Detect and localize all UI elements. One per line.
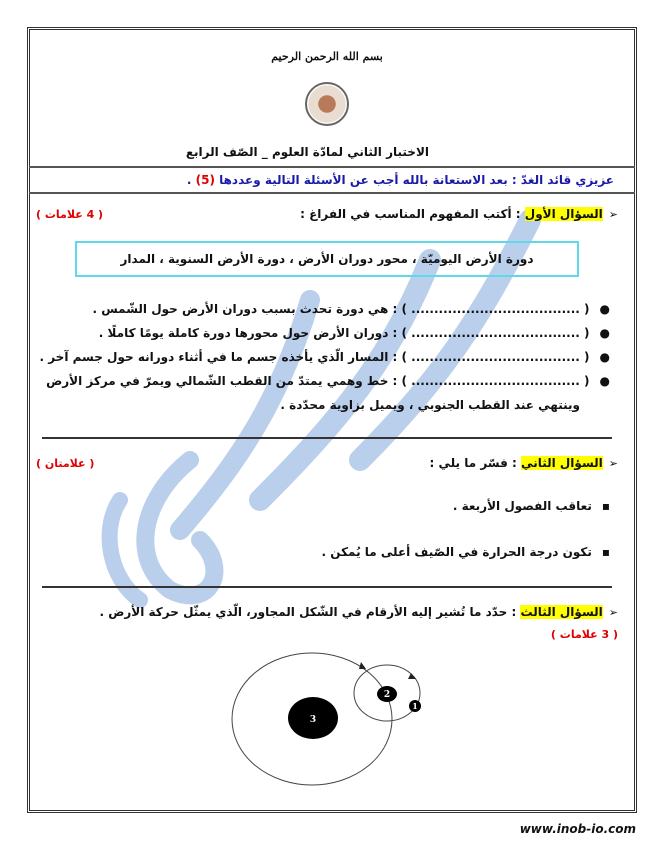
question-count: (5) [195, 173, 215, 187]
instruction-text: عزيزي قائد الغدّ : بعد الاستعانة بالله أجب عن الأسئلة التالية وعددها [219, 173, 614, 187]
question3-marks: ( 3 علامات ) [550, 628, 618, 641]
item-text: تعاقب الفصول الأربعة . [452, 499, 592, 513]
earth-motion-diagram [36, 647, 618, 789]
bullet-icon: ● [599, 350, 610, 364]
word-bank: دورة الأرض اليوميّة ، محور دوران الأرض ، دورة الأرض السنوية ، المدار [75, 241, 579, 277]
question1-items [36, 297, 618, 417]
question2-heading [36, 453, 618, 474]
arrow-bullet-icon: ➢ [608, 457, 618, 470]
label-1: 1 [412, 701, 418, 711]
question1-marks: ( 4 علامات ) [36, 208, 104, 221]
orbit-arrow-icon [359, 662, 366, 669]
label-3: 3 [309, 715, 317, 725]
item-text: ( ..................................... ) : المسار الّذي يأخذه جسم ما في أثناء دورانه حول جسم آخر . [39, 350, 590, 364]
list-item [36, 369, 610, 393]
question3-title [36, 602, 618, 623]
item-continuation: وينتهي عند القطب الجنوبي ، ويميل بزاوية محدّدة . [280, 398, 580, 412]
divider [29, 192, 635, 194]
question3-heading [36, 602, 618, 645]
list-item [36, 297, 610, 321]
section-divider [42, 586, 612, 588]
question2-marks: ( علامتان ) [36, 457, 95, 470]
arrow-bullet-icon: ➢ [608, 208, 618, 221]
question-label: السؤال الأول [524, 207, 603, 221]
basmala: بسم الله الرحمن الرحيم [271, 50, 383, 63]
bullet-icon: ● [599, 374, 610, 388]
list-item [36, 321, 610, 345]
item-text: ( ..................................... ) : هي دورة تحدث بسبب دوران الأرض حول الشّمس . [92, 302, 590, 316]
question1-heading [36, 204, 618, 225]
exam-title: الاختبار الثاني لمادّة العلوم _ الصّف الرابع [185, 145, 429, 159]
item-text: تكون درجة الحرارة في الصّيف أعلى ما يُمكن . [321, 545, 592, 559]
question2-items [36, 494, 618, 564]
website-footer: www.inob-io.com [519, 822, 636, 836]
question-label: السؤال الثالث [520, 605, 603, 619]
arrow-bullet-icon: ➢ [608, 606, 618, 619]
list-item [36, 345, 610, 369]
square-bullet-icon: ▪ [601, 499, 610, 513]
question1-title [113, 204, 618, 225]
item-text: ( ..................................... ) : خط وهمي يمتدّ من القطب الشّمالي ويمرّ في مركز الأرض [46, 374, 590, 388]
list-item [36, 494, 610, 518]
list-item [36, 540, 610, 564]
instructions [187, 173, 614, 187]
question-prompt: : حدّد ما تُشير إليه الأرقام في الشّكل المجاور، الّذي يمثّل حركة الأرض . [99, 605, 517, 619]
exam-content [36, 200, 618, 789]
square-bullet-icon: ▪ [601, 545, 610, 559]
question-prompt: : فسّر ما يلي : [429, 456, 517, 470]
orbit-arrow-icon [408, 673, 416, 679]
item-text: ( ..................................... ) : دوران الأرض حول محورها دورة كاملة يومًا كاملًا . [98, 326, 590, 340]
divider [29, 166, 635, 168]
question-prompt: : أكتب المفهوم المناسب في الفراغ : [300, 207, 521, 221]
bullet-icon: ● [599, 326, 610, 340]
emblem-logo [305, 82, 349, 126]
question-label: السؤال الثاني [521, 456, 603, 470]
section-divider [42, 437, 612, 439]
bullet-icon: ● [599, 302, 610, 316]
label-2: 2 [383, 690, 391, 700]
instruction-end: . [186, 173, 192, 187]
question2-title [104, 453, 618, 474]
